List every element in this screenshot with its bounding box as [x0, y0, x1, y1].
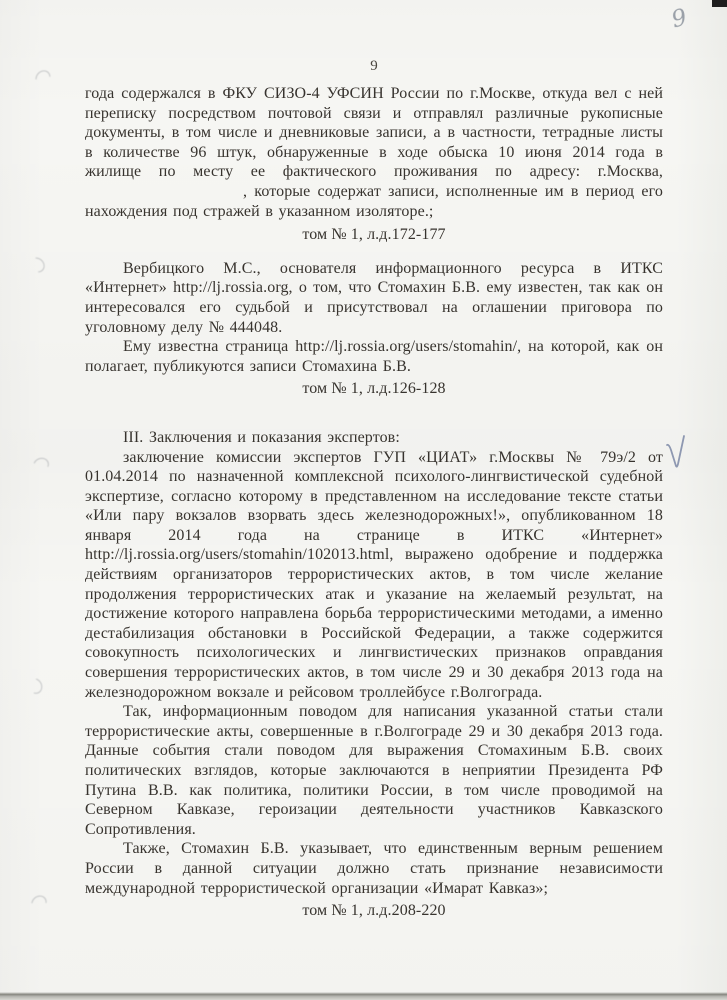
document-body: [85, 84, 663, 921]
volume-citation: том № 1, л.д.126-128: [302, 380, 446, 398]
scan-corner-artifact: [712, 0, 727, 7]
page-number: 9: [370, 58, 378, 74]
volume-citation: том № 1, л.д.172-177: [302, 226, 446, 244]
handwritten-page-number: 9: [669, 4, 690, 34]
volume-citation: том № 1, л.д.208-220: [302, 902, 446, 920]
paragraph-verbitsky: Вербицкого М.С., основателя информационного ресурса в ИТКС «Интернет» http://lj.rossia.org, о том, что Стомахин Б.В. ему известен, так как он интересовался его судьбой и присутствовал на оглашении приговора по уголовному делу № 444048.: [85, 259, 663, 336]
paragraph-conclusion: Также, Стомахин Б.В. указывает, что единственным верным решением России в данной ситуации должно стать признание независимости международной террористической организации «Имарат Кавказ»;: [85, 840, 663, 897]
staple-mark: [31, 455, 51, 474]
staple-mark: [28, 892, 49, 913]
staple-mark: [32, 67, 53, 88]
handwritten-checkmark-icon: [663, 432, 693, 479]
paragraph-custody-continuation: , которые содержат записи, исполненные им в период его нахождения под стражей в указанном изоляторе.;: [85, 182, 663, 220]
scan-bottom-edge: [0, 992, 727, 1000]
paragraph-known-page: Ему известна страница http://lj.rossia.org/users/stomahin/, на которой, как он полагает, публикуются записи Стомахина Б.В.: [85, 338, 663, 375]
section-heading: III. Заключения и показания экспертов:: [123, 428, 400, 446]
paragraph-custody: [85, 84, 663, 221]
redacted-address: [85, 195, 243, 196]
staple-mark: [25, 676, 45, 697]
paragraph-reason: Так, информационным поводом для написания указанной статьи стали террористические акты, совершенные в г.Волгограде 29 и 30 декабря 2013 года. Данные события стали поводом для выражения Стомахиным Б.В. своих политических взглядов, которые заключаются в неприятии Президента РФ Путина В.В. как политика, политики России, в том числе проводимой на Северном Кавказе, героизации деятельности участников Кавказского Сопротивления.: [85, 703, 663, 838]
staple-mark: [26, 254, 47, 275]
paragraph-expert-opinion: заключение комиссии экспертов ГУП «ЦИАТ» г.Москвы № 79э/2 от 01.04.2014 по назначенной комплексной психолого-лингвистической судебной экспертизе, согласно которому в представленном на исследование тексте статьи «Или пару вокзалов взорвать здесь железнодорожных!», опубликованном 18 января 2014 года на странице в ИТКС «Интернет» http://lj.rossia.org/users/stomahin/102013.html, выражено одобрение и поддержка действиям организаторов террористических актов, в том числе желание продолжения террористических атак и указание на желаемый результат, на достижение которого направлена борьба террористическими методами, а именно дестабилизация обстановки в Российской Федерации, а также содержится совокупность психологических и лингвистических признаков оправдания совершения террористических актов, в том числе 29 и 30 декабря 2013 года на железнодорожном вокзале и рейсовом троллейбусе г.Волгограда.: [85, 448, 663, 701]
paragraph-custody-text: года содержался в ФКУ СИЗО-4 УФСИН России по г.Москве, откуда вел с ней переписку посредством почтовой связи и отправлял различные рукописные документы, в том числе и дневниковые записи, а в частности, тетрадные листы в количестве 96 штук, обнаруженные в ходе обыска 10 июня 2014 года в жилище по месту ее фактического проживания по адресу: г.Москва,: [85, 85, 663, 181]
